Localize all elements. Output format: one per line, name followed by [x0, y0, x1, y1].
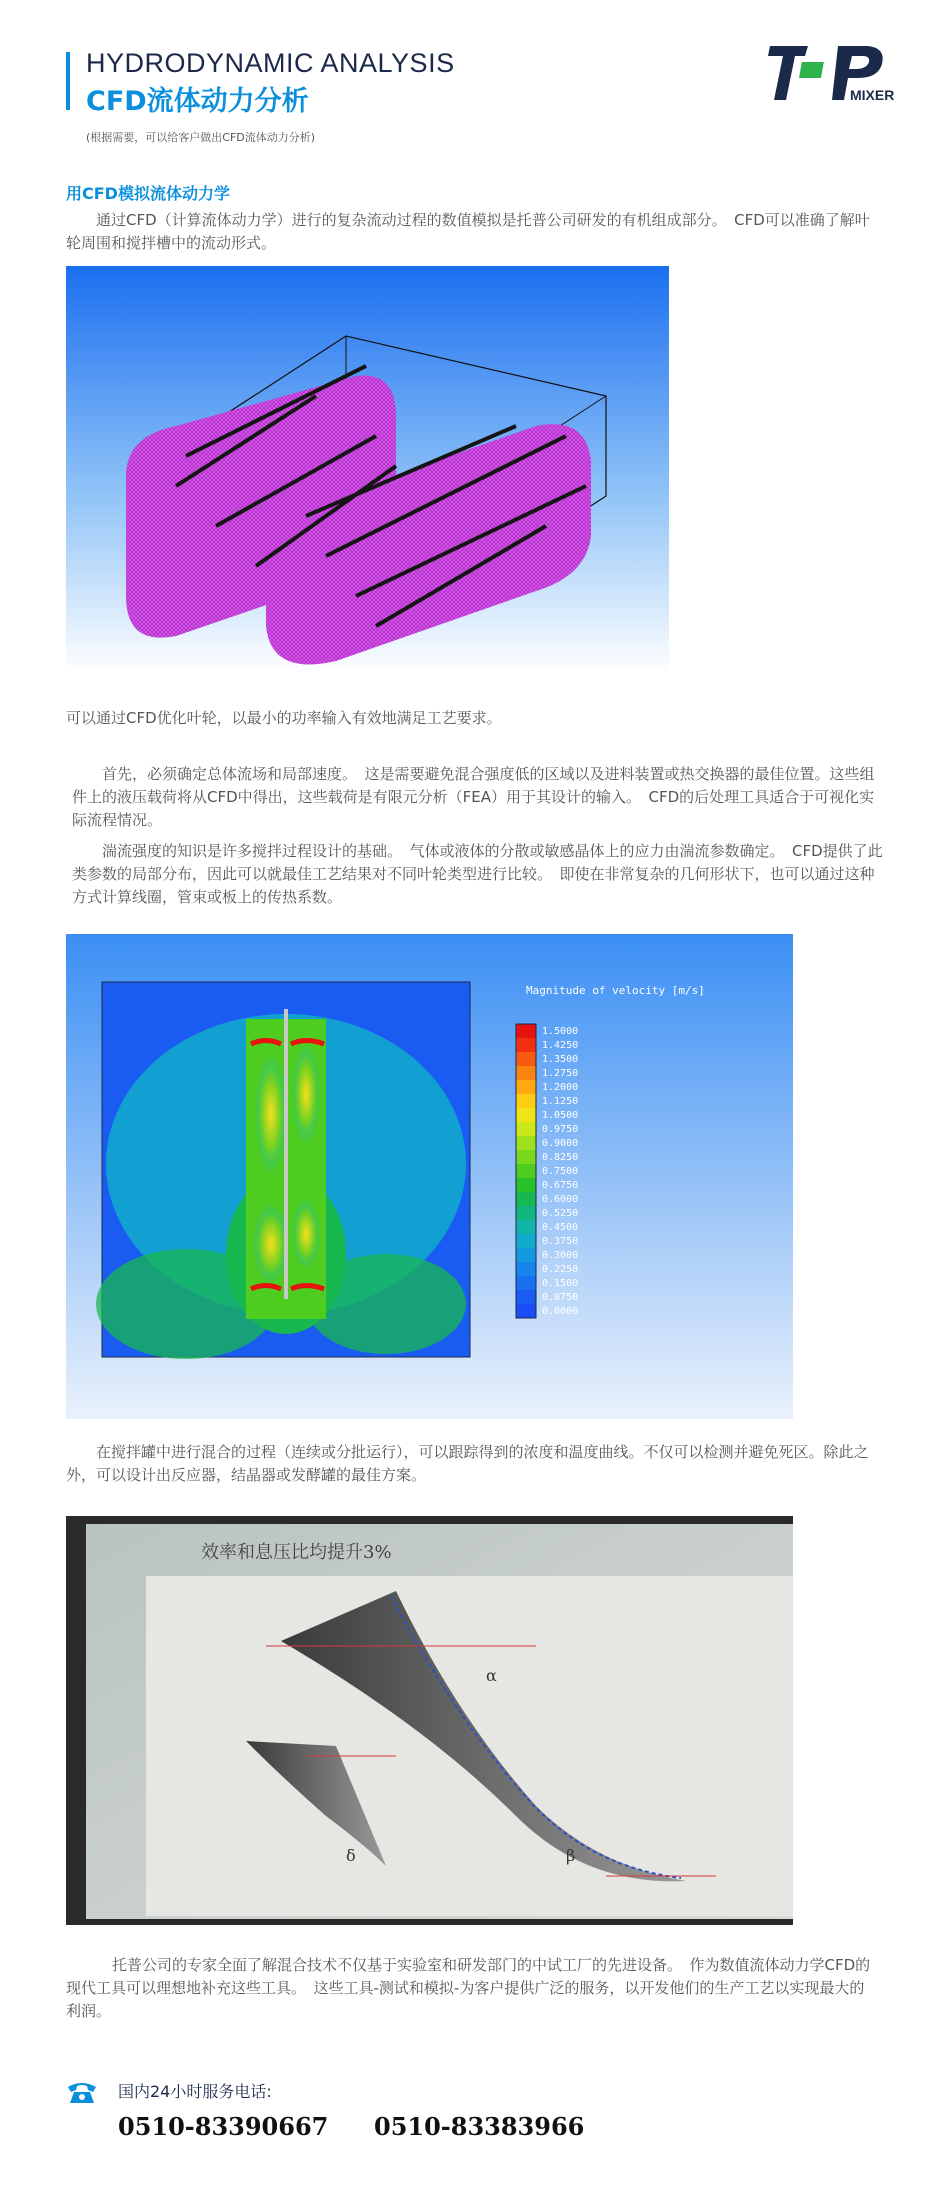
logo-sub-text: MIXER [850, 87, 895, 103]
legend-value: 0.2250 [542, 1264, 579, 1275]
legend-value: 0.9000 [542, 1138, 579, 1149]
legend-swatch [516, 1052, 536, 1066]
legend-value: 1.1250 [542, 1096, 579, 1107]
legend-swatch [516, 1038, 536, 1052]
legend-swatch [516, 1164, 536, 1178]
legend-swatch [516, 1122, 536, 1136]
legend-swatch [516, 1248, 536, 1262]
slide-bullet-text: 效率和息压比均提升3% [201, 1542, 392, 1563]
legend-swatch [516, 1192, 536, 1206]
legend-value: 0.6000 [542, 1194, 579, 1205]
legend-swatch [516, 1262, 536, 1276]
legend-swatch [516, 1094, 536, 1108]
legend-swatch [516, 1276, 536, 1290]
label-delta: δ [346, 1846, 356, 1865]
legend-swatch [516, 1066, 536, 1080]
paragraph-optimize: 可以通过CFD优化叶轮，以最小的功率输入有效地满足工艺要求。 [66, 709, 502, 727]
label-beta: β [566, 1846, 576, 1865]
legend-value: 0.3000 [542, 1250, 579, 1261]
header-accent-bar [66, 52, 70, 110]
page-note: (根据需要，可以给客户做出CFD流体动力分析) [86, 131, 316, 144]
legend-swatch [516, 1234, 536, 1248]
legend-swatch [516, 1290, 536, 1304]
legend-swatch [516, 1108, 536, 1122]
legend-value: 0.6750 [542, 1180, 579, 1191]
paragraph-mixing-process: 在搅拌罐中进行混合的过程（连续或分批运行），可以跟踪得到的浓度和温度曲线。不仅可以检测并避免死区。除此之外，可以设计出反应器，结晶器或发酵罐的最佳方案。 [66, 1443, 869, 1484]
legend-swatch [516, 1220, 536, 1234]
legend-value: 1.2000 [542, 1082, 579, 1093]
legend-swatch [516, 1136, 536, 1150]
velocity-contour-image [66, 934, 793, 1419]
page-title-cn: CFD流体动力分析 [86, 86, 309, 117]
legend-value: 1.3500 [542, 1054, 579, 1065]
phone-label: 国内24小时服务电话: [118, 2082, 272, 2101]
legend-value: 0.9750 [542, 1124, 579, 1135]
paragraph-flow-field: 首先，必须确定总体流场和局部速度。 这是需要避免混合强度低的区域以及进料装置或热交换器的最佳位置。这些组件上的液压载荷将从CFD中得出，这些载荷是有限元分析（FEA）用于其设计的输入。 CFD的后处理工具适合于可视化实际流程情况。 [72, 765, 875, 829]
contour-plot-area [96, 982, 470, 1359]
legend-value: 1.2750 [542, 1068, 579, 1079]
legend-swatch [516, 1206, 536, 1220]
legend-title: Magnitude of velocity [m/s] [526, 984, 705, 997]
legend-value: 0.0750 [542, 1292, 579, 1303]
paragraph-turbulence: 湍流强度的知识是许多搅拌过程设计的基础。 气体或液体的分散或敏感晶体上的应力由湍流参数确定。 CFD提供了此类参数的局部分布，因此可以就最佳工艺结果对不同叶轮类型进行比较。 即使在非常复杂的几何形状下，也可以通过这种方式计算线圈，管束或板上的传热系数。 [72, 842, 883, 906]
legend-swatch [516, 1080, 536, 1094]
legend-value: 0.1500 [542, 1278, 579, 1289]
legend-value: 0.0000 [542, 1306, 579, 1317]
velocity-legend [516, 1024, 578, 1318]
legend-value: 1.4250 [542, 1040, 579, 1051]
section-title: 用CFD模拟流体动力学 [66, 184, 230, 203]
legend-value: 1.5000 [542, 1026, 579, 1037]
legend-value: 0.3750 [542, 1236, 579, 1247]
legend-swatch [516, 1150, 536, 1164]
page-title-en: HYDRODYNAMIC ANALYSIS [86, 48, 455, 78]
top-mixer-logo [768, 44, 898, 104]
paragraph-cfd-intro: 通过CFD（计算流体动力学）进行的复杂流动过程的数值模拟是托普公司研发的有机组成部分。 CFD可以准确了解叶轮周围和搅拌槽中的流动形式。 [66, 211, 870, 252]
legend-swatch [516, 1024, 536, 1038]
legend-value: 0.8250 [542, 1152, 579, 1163]
legend-swatch [516, 1178, 536, 1192]
cfd-mesh-image [66, 266, 669, 674]
legend-value: 0.7500 [542, 1166, 579, 1177]
legend-value: 0.5250 [542, 1208, 579, 1219]
phone-icon [66, 2079, 98, 2105]
legend-value: 1.0500 [542, 1110, 579, 1121]
label-alpha: α [486, 1666, 497, 1685]
blade-photo-image [66, 1516, 793, 1925]
paragraph-experts: 托普公司的专家全面了解混合技术不仅基于实验室和研发部门的中试工厂的先进设备。 作为数值流体动力学CFD的现代工具可以理想地补充这些工具。 这些工具-测试和模拟-为客户提供广泛的服务，以开发他们的生产工艺以实现最大的利润。 [66, 1956, 871, 2020]
phone-number-1[interactable]: 0510-83390667 [118, 2112, 329, 2141]
legend-swatch [516, 1304, 536, 1318]
phone-number-2[interactable]: 0510-83383966 [374, 2112, 585, 2141]
legend-value: 0.4500 [542, 1222, 579, 1233]
